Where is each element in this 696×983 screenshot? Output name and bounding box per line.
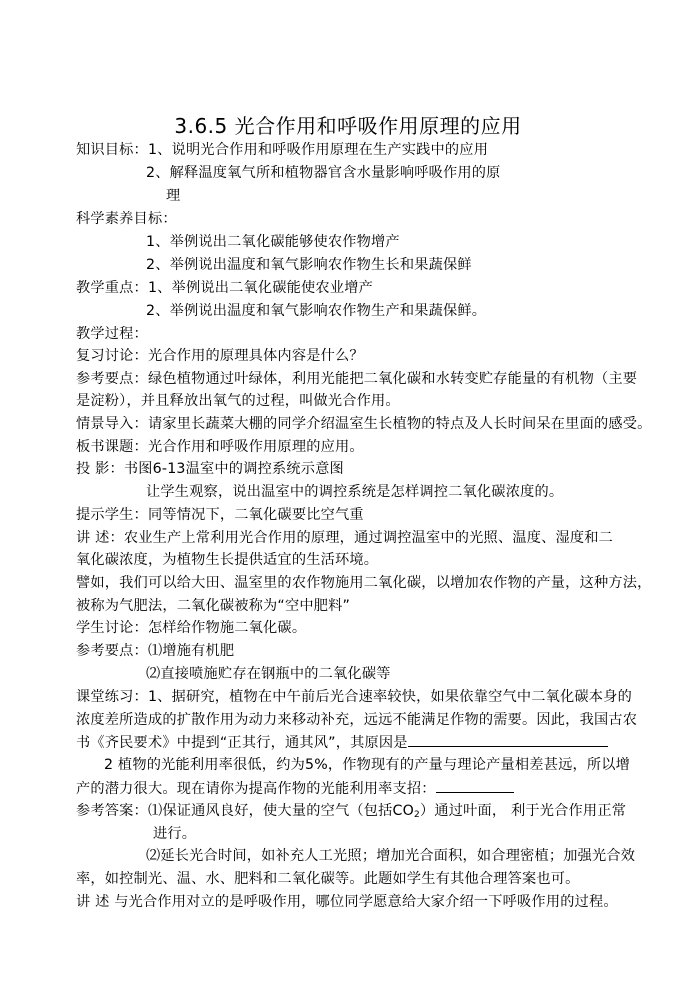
text-line: 学生讨论：怎样给作物施二氧化碳。	[76, 620, 307, 636]
text-line: 讲 述：农业生产上常利用光合作用的原理，通过调控温室中的光照、温度、湿度和二	[76, 530, 614, 546]
text-line: ⑵直接喷施贮存在钢瓶中的二氧化碳等	[146, 666, 391, 682]
text-line: 情景导入：请家里长蔬菜大棚的同学介绍温室生长植物的特点及人长时间呆在里面的感受。	[76, 416, 652, 432]
text-line: 2、举例说出温度和氧气影响农作物生产和果蔬保鲜。	[146, 303, 487, 319]
text-line: 是淀粉），并且释放出氧气的过程，叫做光合作用。	[76, 393, 400, 409]
answer-blank[interactable]	[408, 732, 608, 747]
text-line: 板书课题：光合作用和呼吸作用原理的应用。	[76, 439, 364, 455]
text-line: 投 影：书图6-13温室中的调控系统示意图	[76, 461, 344, 477]
text-line: 复习讨论：光合作用的原理具体内容是什么？	[76, 348, 364, 364]
text-line: 2 植物的光能利用率很低，约为5%，作物现有的产量与理论产量相差甚远，所以增	[104, 757, 631, 773]
text-line: 氧化碳浓度，为植物生长提供适宜的生活环境。	[76, 552, 379, 568]
text-line: 2、解释温度氧气所和植物器官含水量影响呼吸作用的原	[146, 165, 501, 181]
text-line: 教学过程：	[76, 326, 148, 342]
page-title: 3.6.5 光合作用和呼吸作用原理的应用	[174, 114, 522, 138]
text-line: 理	[166, 188, 181, 204]
text-line: 知识目标：1、说明光合作用和呼吸作用原理在生产实践中的应用	[76, 142, 489, 158]
text-line: ⑵延长光合时间，如补充人工光照；增加光合面积，如合理密植；加强光合效	[146, 848, 636, 864]
subscript: 2	[414, 810, 420, 820]
text-line: 2、举例说出温度和氧气影响农作物生长和果蔬保鲜	[146, 257, 472, 273]
text-line: 被称为气肥法，二氧化碳被称为“空中肥料”	[76, 598, 351, 614]
text-line: 浓度差所造成的扩散作用为动力来移动补充，远远不能满足作物的需要。因此，我国古农	[76, 712, 638, 728]
text-fragment: ）通过叶面， 利于光合作用正常	[419, 803, 627, 819]
text-line: 率，如控制光、温、水、肥料和二氧化碳等。此题如学生有其他合理答案也可。	[76, 871, 580, 887]
text-line: 譬如，我们可以给大田、温室里的农作物施用二氧化碳，以增加农作物的产量，这种方法，	[76, 575, 652, 591]
text-line	[76, 801, 626, 825]
text-fragment: 产的潜力很大。现在请你为提高作物的光能利用率支招：	[76, 781, 436, 797]
text-line: 课堂练习：1、据研究，植物在中午前后光合速率较快，如果依靠空气中二氧化碳本身的	[76, 689, 632, 705]
text-line: 1、举例说出二氧化碳能够使农作物增产	[146, 234, 400, 250]
text-fragment: 参考答案：⑴保证通风良好，使大量的空气（包括CO	[76, 803, 415, 819]
text-line: 参考要点：绿色植物通过叶绿体，利用光能把二氧化碳和水转变贮存能量的有机物（主要	[76, 371, 638, 387]
text-line: 科学素养目标：	[76, 211, 177, 227]
text-line: 讲 述 与光合作用对立的是呼吸作用，哪位同学愿意给大家介绍一下呼吸作用的过程。	[76, 894, 618, 910]
text-fragment: 书《齐民要术》中提到“正其行，通其风”，其原因是	[76, 735, 408, 751]
answer-blank[interactable]	[436, 778, 514, 793]
text-line: 进行。	[153, 826, 197, 842]
text-line	[76, 732, 608, 753]
text-line: 参考要点：⑴增施有机肥	[76, 643, 235, 659]
text-line: 教学重点：1、举例说出二氧化碳能使农业增产	[76, 280, 373, 296]
text-line	[76, 778, 514, 799]
text-line: 提示学生：同等情况下，二氧化碳要比空气重	[76, 507, 364, 523]
text-line: 让学生观察，说出温室中的调控系统是怎样调控二氧化碳浓度的。	[146, 484, 564, 500]
